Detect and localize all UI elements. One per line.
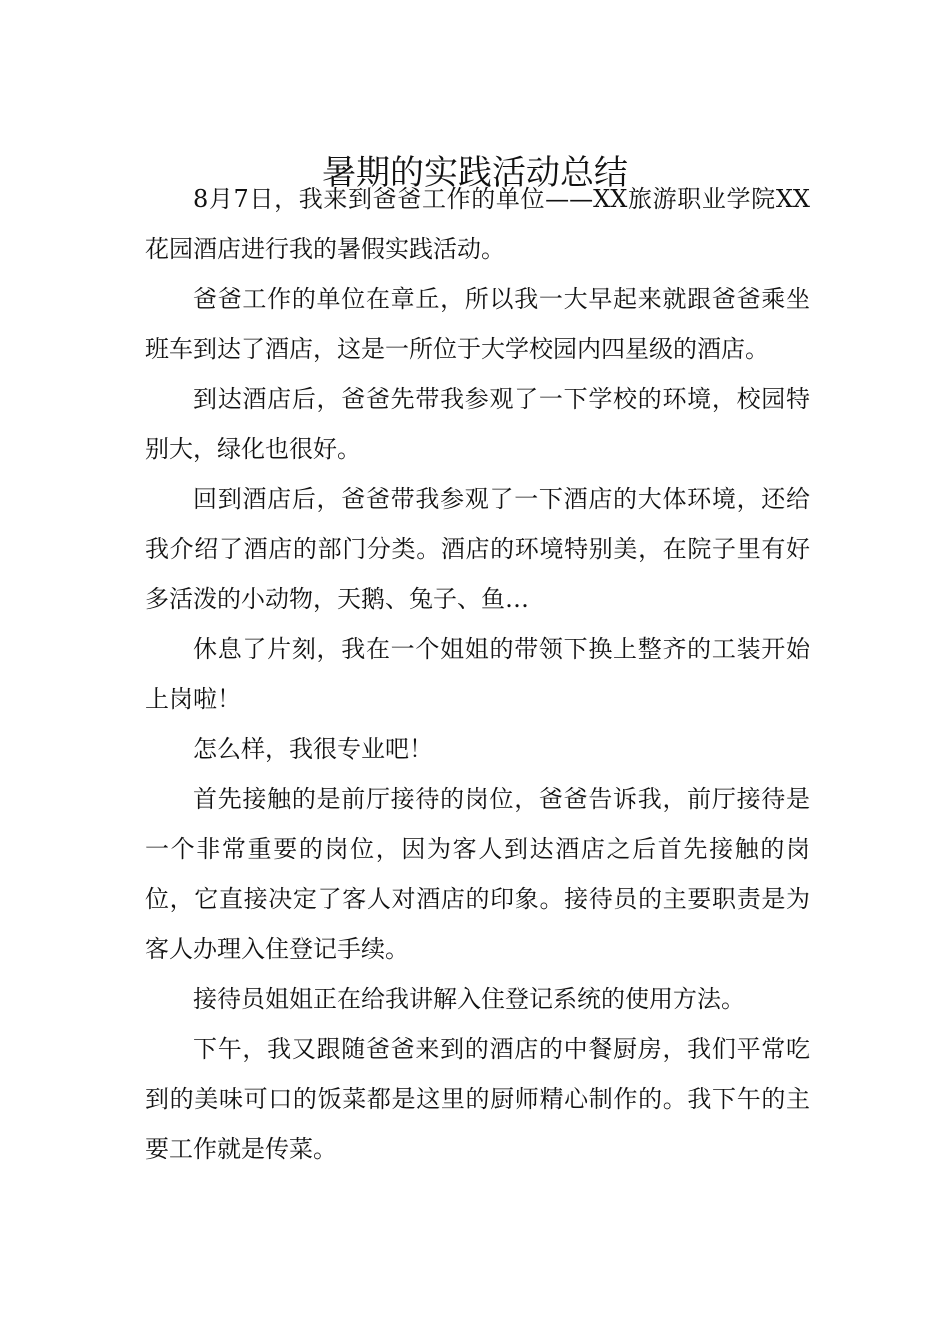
paragraph-8: 接待员姐姐正在给我讲解入住登记系统的使用方法。: [193, 985, 745, 1013]
document-title: 暑期的实践活动总结: [322, 152, 628, 193]
paragraph-3: 到达酒店后，爸爸先带我参观了一下学校的环境，校园特别大，绿化也很好。: [145, 385, 810, 463]
paragraph-9: 下午，我又跟随爸爸来到的酒店的中餐厨房，我们平常吃到的美味可口的饭菜都是这里的厨师精心制作的。我下午的主要工作就是传菜。: [145, 1035, 810, 1163]
paragraph-5: 休息了片刻，我在一个姐姐的带领下换上整齐的工装开始上岗啦！: [145, 635, 810, 713]
paragraph-4: 回到酒店后，爸爸带我参观了一下酒店的大体环境，还给我介绍了酒店的部门分类。酒店的环境特别美，在院子里有好多活泼的小动物，天鹅、兔子、鱼…: [145, 485, 810, 613]
document-body: [145, 174, 810, 1174]
paragraph-2: 爸爸工作的单位在章丘，所以我一大早起来就跟爸爸乘坐班车到达了酒店，这是一所位于大学校园内四星级的酒店。: [145, 285, 810, 363]
paragraph-6: 怎么样，我很专业吧！: [193, 735, 433, 763]
paragraph-1: 8月7日，我来到爸爸工作的单位——XX旅游职业学院XX花园酒店进行我的暑假实践活动。: [145, 185, 810, 263]
paragraph-7: 首先接触的是前厅接待的岗位，爸爸告诉我，前厅接待是一个非常重要的岗位，因为客人到达酒店之后首先接触的岗位，它直接决定了客人对酒店的印象。接待员的主要职责是为客人办理入住登记手续。: [145, 785, 810, 963]
